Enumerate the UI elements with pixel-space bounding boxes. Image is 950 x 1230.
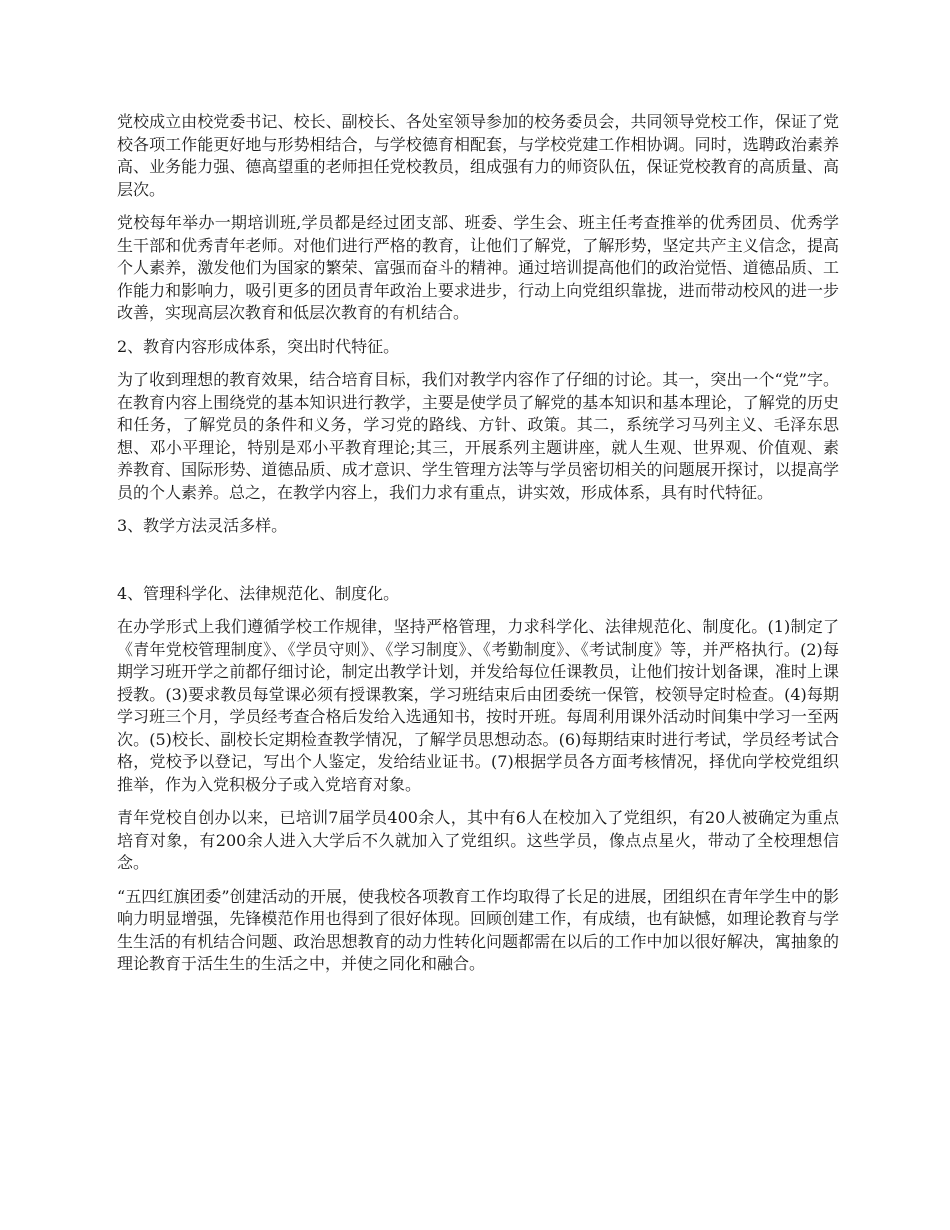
paragraph-teaching-content: 为了收到理想的教育效果，结合培育目标，我们对教学内容作了仔细的讨论。其一，突出一个“党”字。在教育内容上围绕党的基本知识进行教学，主要是使学员了解党的基本知识和基本理论，了解党的历史和任务，了解党员的条件和义务，学习党的路线、方针、政策。其二，系统学习马列主义、毛泽东思想、邓小平理论，特别是邓小平教育理论;其三，开展系列主题讲座，就人生观、世界观、价值观、素养教育、国际形势、道德品质、成才意识、学生管理方法等与学员密切相关的问题展开探讨，以提高学员的个人素养。总之，在教学内容上，我们力求有重点，讲实效，形成体系，具有时代特征。 xyxy=(117,370,839,502)
blank-spacer xyxy=(117,549,839,583)
paragraph-results: 青年党校自创办以来，已培训7届学员400余人，其中有6人在校加入了党组织，有20人被确定为重点培育对象，有200余人进入大学后不久就加入了党组织。这些学员，像点点星火，带动了全校理想信念。 xyxy=(117,808,839,872)
paragraph-management-rules: 在办学形式上我们遵循学校工作规律，坚持严格管理，力求科学化、法律规范化、制度化。(1)制定了《青年党校管理制度》、《学员守则》、《学习制度》、《考勤制度》、《考试制度》等，并严格执行。(2)每期学习班开学之前都仔细讨论，制定出教学计划，并发给每位任课教员，让他们按计划备课，准时上课授教。(3)要求教员每堂课必须有授课教案，学习班结束后由团委统一保管，校领导定时检查。(4)每期学习班三个月，学员经考查合格后发给入选通知书，按时开班。每周利用课外活动时间集中学习一至两次。(5)校长、副校长定期检查教学情况，了解学员思想动态。(6)每期结束时进行考试，学员经考试合格，党校予以登记，写出个人鉴定，发给结业证书。(7)根据学员各方面考核情况，择优向学校党组织推举，作为入党积极分子或入党培育对象。 xyxy=(117,617,839,794)
section-heading-4: 4、管理科学化、法律规范化、制度化。 xyxy=(117,583,400,603)
document-body xyxy=(117,111,839,987)
section-heading-3: 3、教学方法灵活多样。 xyxy=(117,516,288,535)
section-heading-2: 2、教育内容形成体系，突出时代特征。 xyxy=(117,336,400,356)
paragraph-school-committee: 党校成立由校党委书记、校长、副校长、各处室领导参加的校务委员会，共同领导党校工作，保证了党校各项工作能更好地与形势相结合，与学校德育相配套，与学校党建工作相协调。同时，选聘政治素养高、业务能力强、德高望重的老师担任党校教员，组成强有力的师资队伍，保证党校教育的高质量、高层次。 xyxy=(117,112,839,199)
paragraph-training-class: 党校每年举办一期培训班,学员都是经过团支部、班委、学生会、班主任考查推举的优秀团员、优秀学生干部和优秀青年老师。对他们进行严格的教育，让他们了解党，了解形势，坚定共产主义信念，提高个人素养，激发他们为国家的繁荣、富强而奋斗的精神。通过培训提高他们的政治觉悟、道德品质、工作能力和影响力，吸引更多的团员青年政治上要求进步，行动上向党组织靠拢，进而带动校风的进一步改善，实现高层次教育和低层次教育的有机结合。 xyxy=(117,213,839,322)
paragraph-summary: “五四红旗团委”创建活动的开展，使我校各项教育工作均取得了长足的进展，团组织在青年学生中的影响力明显增强，先锋模范作用也得到了很好体现。回顾创建工作，有成绩，也有缺憾，如理论教育与学生生活的有机结合问题、政治思想教育的动力性转化问题都需在以后的工作中加以很好解决，寓抽象的理论教育于活生生的生活之中，并使之同化和融合。 xyxy=(117,886,839,973)
